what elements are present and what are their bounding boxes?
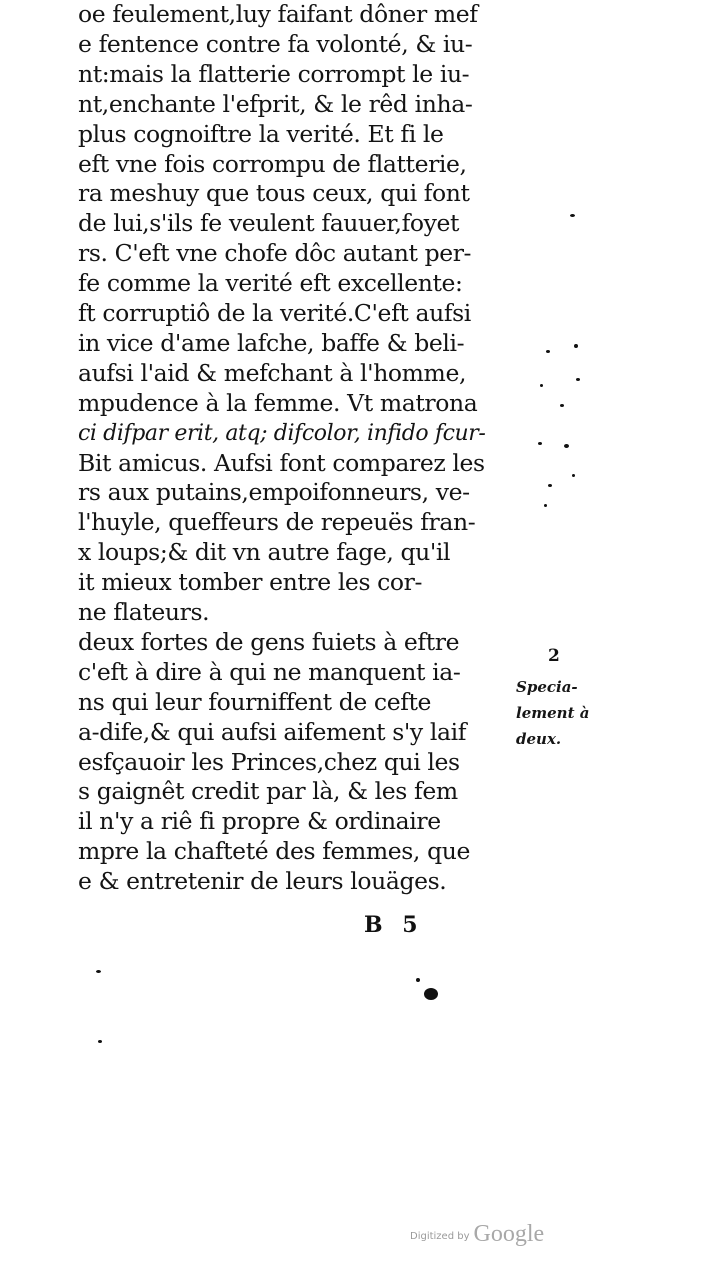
text-line: ci difpar erit, atq; difcolor, infido fcur- — [78, 420, 486, 446]
text-line: mpre la chafteté des femmes, que — [78, 837, 470, 866]
text-line: aufsi l'aid & mefchant à l'homme, — [78, 358, 467, 387]
ink-blot — [424, 988, 438, 1000]
text-line: it mieux tomber entre les cor- — [78, 568, 423, 597]
text-line: esfçauoir les Princes,chez qui les — [78, 747, 460, 776]
ink-speck — [576, 378, 580, 381]
margin-note-line: deux. — [516, 730, 562, 748]
text-line: a-dife,& qui aufsi aifement s'y laif — [78, 717, 467, 746]
ink-speck — [572, 474, 575, 477]
text-line: nt:mais la flatterie corrompt le iu- — [78, 59, 470, 88]
ink-speck — [540, 384, 543, 387]
ink-speck — [570, 214, 575, 217]
text-line: e fentence contre fa volonté, & iu- — [78, 29, 473, 58]
digitization-footer — [410, 1214, 544, 1248]
ink-speck — [538, 442, 542, 445]
signature-mark: B 5 — [364, 912, 424, 938]
ink-speck — [98, 1040, 102, 1043]
ink-speck — [548, 484, 552, 487]
text-line: de lui,s'ils fe veulent fauuer,foyet — [78, 209, 460, 238]
text-line: in vice d'ame lafche, baffe & beli- — [78, 328, 465, 357]
text-line: eft vne fois corrompu de flatterie, — [78, 149, 467, 178]
text-line: mpudence à la femme. Vt matrona — [78, 388, 478, 417]
text-line: ne flateurs. — [78, 598, 210, 626]
text-line: s gaignêt credit par là, & les fem — [78, 777, 458, 806]
digitized-label: Digitized by — [410, 1231, 470, 1242]
text-line: Bit amicus. Aufsi font comparez les — [78, 448, 485, 477]
text-line: e & entretenir de leurs louäges. — [78, 867, 447, 896]
ink-speck — [546, 350, 550, 353]
ink-speck — [560, 404, 564, 407]
margin-note-line: lement à — [516, 704, 590, 722]
text-line: plus cognoiftre la verité. Et fi le — [78, 119, 444, 148]
margin-note-line: Specia- — [516, 678, 578, 696]
ink-speck — [544, 504, 547, 507]
text-line: ft corruptiô de la verité.C'eft aufsi — [78, 299, 471, 327]
text-line: x loups;& dit vn autre fage, qu'il — [78, 538, 451, 567]
text-line: rs. C'eft vne chofe dôc autant per- — [78, 239, 472, 268]
text-line: l'huyle, queffeurs de repeuës fran- — [78, 508, 476, 537]
ink-speck — [564, 444, 569, 448]
text-line: rs aux putains,empoifonneurs, ve- — [78, 478, 470, 507]
ink-speck — [416, 978, 420, 982]
margin-section-number: 2 — [548, 646, 560, 666]
ink-speck — [574, 344, 578, 348]
text-line: ra meshuy que tous ceux, qui font — [78, 179, 470, 208]
text-line: deux fortes de gens fuiets à eftre — [78, 627, 460, 656]
text-line: fe comme la verité eft excellente: — [78, 269, 463, 298]
text-line: oe feulement,luy faifant dôner mef — [78, 0, 478, 28]
google-logo: Google — [473, 1221, 545, 1247]
text-line: c'eft à dire à qui ne manquent ia- — [78, 657, 461, 686]
text-line: il n'y a riê fi propre & ordinaire — [78, 807, 441, 836]
ink-speck — [96, 970, 101, 973]
text-line: nt,enchante l'efprit, & le rêd inha- — [78, 89, 473, 118]
text-line: ns qui leur fourniffent de cefte — [78, 687, 432, 716]
